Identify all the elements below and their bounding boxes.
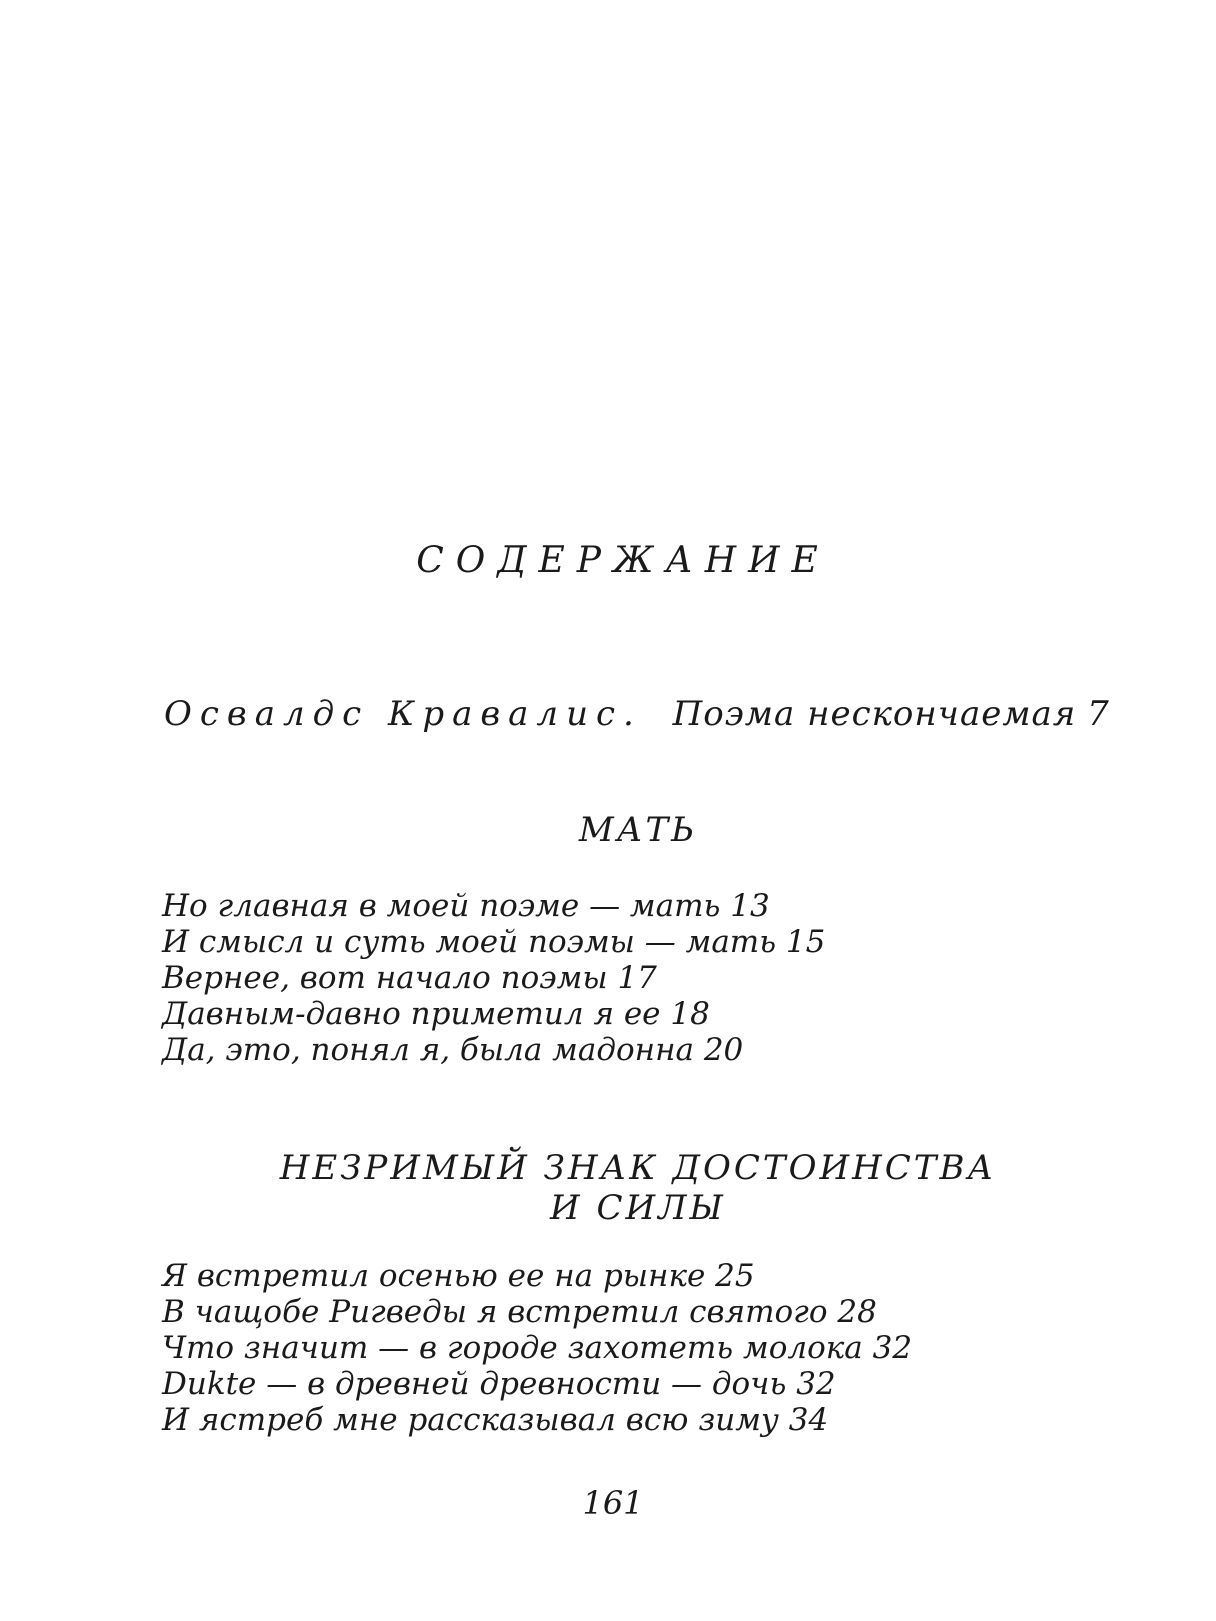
section-heading-line: И СИЛЫ [550,1188,726,1228]
intro-title: Поэма нескончаемая [672,694,1077,734]
toc-entry: Вернее, вот начало поэмы 17 [162,960,657,996]
intro-page-ref: 7 [1087,694,1109,734]
intro-author: Освалдс Кравалис. [164,694,642,734]
section-heading-line: МАТЬ [578,810,698,850]
section-heading-invisible-sign [0,1148,1216,1228]
toc-entry: И ястреб мне рассказывал всю зиму 34 [162,1402,829,1438]
section-entries-invisible-sign [162,1258,912,1438]
intro-entry [164,694,1109,734]
section-heading-mother [0,810,1216,850]
section-heading-line: НЕЗРИМЫЙ ЗНАК ДОСТОИНСТВА [279,1148,997,1188]
page-number: 161 [582,1484,644,1522]
toc-entry: Давным-давно приметил я ее 18 [162,996,710,1032]
toc-entry: Но главная в моей поэме — мать 13 [162,888,770,924]
toc-entry: Да, это, понял я, была мадонна 20 [162,1032,744,1068]
toc-entry: В чащобе Ригведы я встретил святого 28 [162,1294,877,1330]
toc-entry: Что значит — в городе захотеть молока 32 [162,1330,913,1366]
section-entries-mother [162,888,825,1068]
toc-entry: Dukte — в древней древности — дочь 32 [162,1366,836,1402]
contents-heading: СОДЕРЖАНИЕ [416,540,830,581]
toc-entry: Я встретил осенью ее на рынке 25 [162,1258,755,1294]
toc-entry: И смысл и суть моей поэмы — мать 15 [162,924,826,960]
